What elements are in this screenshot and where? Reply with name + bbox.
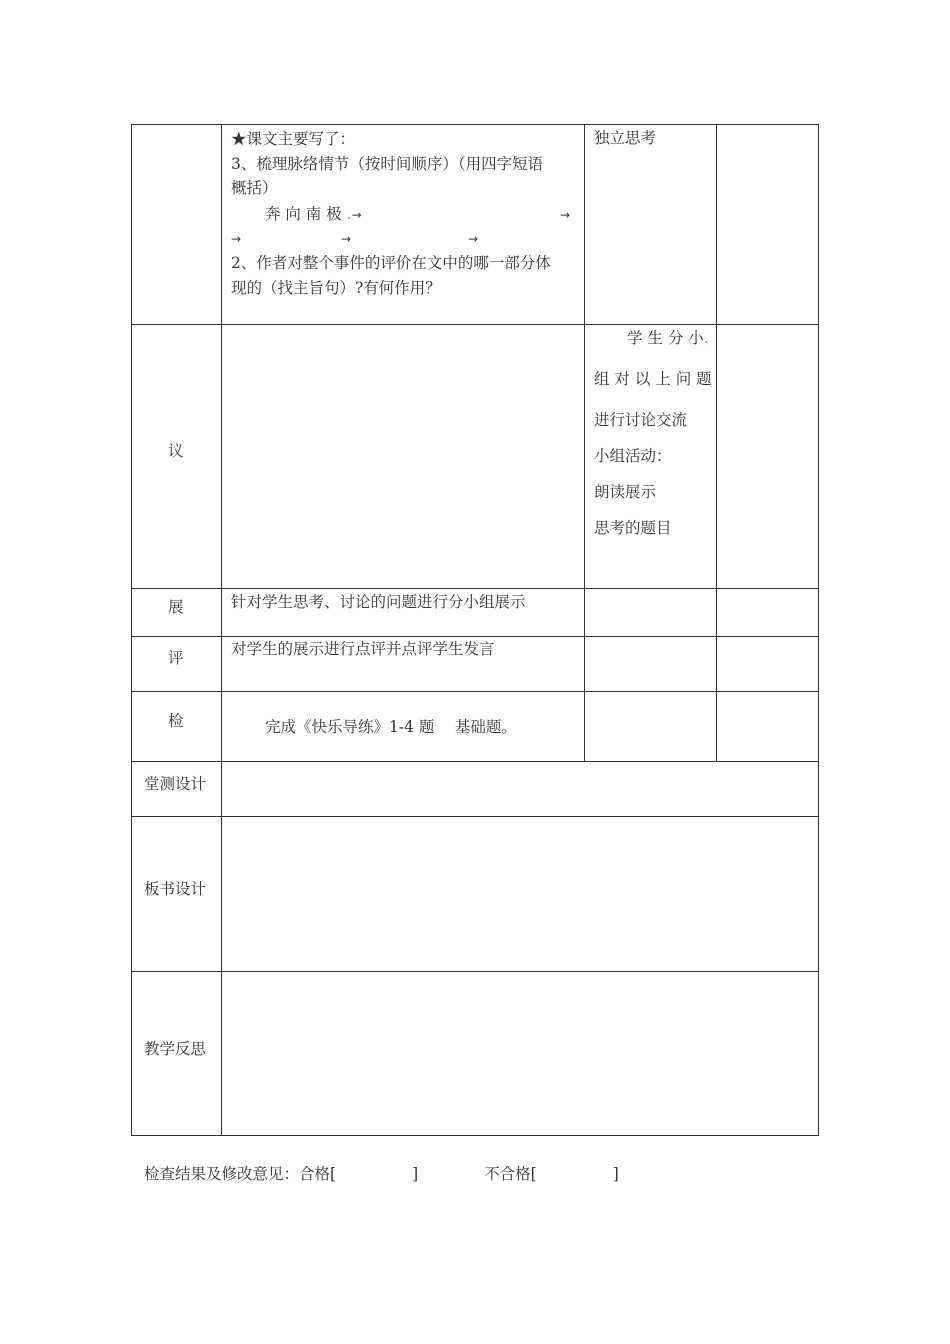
table-border-bottom (131, 1135, 819, 1136)
marker-dot: . (703, 329, 709, 347)
arrow-icon: → (341, 232, 352, 246)
row-label-check: 检 (168, 712, 184, 730)
content-line (265, 205, 362, 224)
row-label-board-design: 板书设计 (144, 880, 207, 898)
table-border-right (818, 124, 819, 1136)
row-content: 完成《快乐导练》1-4 题 基础题。 (265, 718, 517, 736)
row-divider (131, 816, 819, 817)
content-line: 2、作者对整个事件的评价在文中的哪一部分体 (231, 254, 551, 272)
row-label-test-design: 堂测设计 (144, 775, 207, 793)
row-label-show: 展 (168, 598, 184, 616)
footer-fail-label: 不合格[ (484, 1165, 537, 1183)
column-divider (221, 124, 222, 1136)
arrow-icon: → (468, 232, 479, 246)
activity-note: 独立思考 (594, 129, 657, 147)
row-content: 针对学生思考、讨论的问题进行分小组展示 (231, 593, 526, 611)
first-stage-label: 奔 向 南 极 (265, 205, 342, 223)
content-line: 3、梳理脉络情节（按时间顺序）（用四字短语 (231, 155, 544, 173)
content-line: 现的（找主旨句）?有何作用？ (231, 279, 441, 297)
row-divider (131, 971, 819, 972)
footer-bracket: ] (612, 1165, 619, 1183)
activity-note: 组 对 以 上 问 题 (594, 370, 712, 388)
activity-note: 思考的题目 (594, 519, 672, 537)
footer-pass-label: 检查结果及修改意见：合格[ (144, 1165, 337, 1183)
arrow-icon: → (560, 208, 571, 222)
arrow-icon: → (351, 208, 362, 222)
arrow-icon: → (231, 232, 242, 246)
table-border-left (131, 124, 132, 1136)
row-label-reflection: 教学反思 (144, 1040, 207, 1058)
content-line: 概括） (231, 179, 278, 197)
activity-note-text: 学 生 分 小 (627, 329, 704, 347)
footer-check-result (144, 1165, 619, 1183)
marker-dot: . (346, 205, 352, 223)
activity-note: 小组活动： (594, 447, 672, 465)
content-line: ★课文主要写了： (231, 130, 356, 148)
footer-bracket: ] (412, 1165, 419, 1183)
row-label-comment: 评 (168, 649, 184, 667)
column-divider (584, 124, 585, 762)
activity-note: 进行讨论交流 (594, 411, 688, 429)
row-label-discuss: 议 (168, 442, 184, 460)
activity-note: 朗读展示 (594, 483, 657, 501)
row-content: 对学生的展示进行点评并点评学生发言 (231, 640, 495, 658)
activity-note (627, 329, 709, 347)
column-divider (716, 124, 717, 762)
